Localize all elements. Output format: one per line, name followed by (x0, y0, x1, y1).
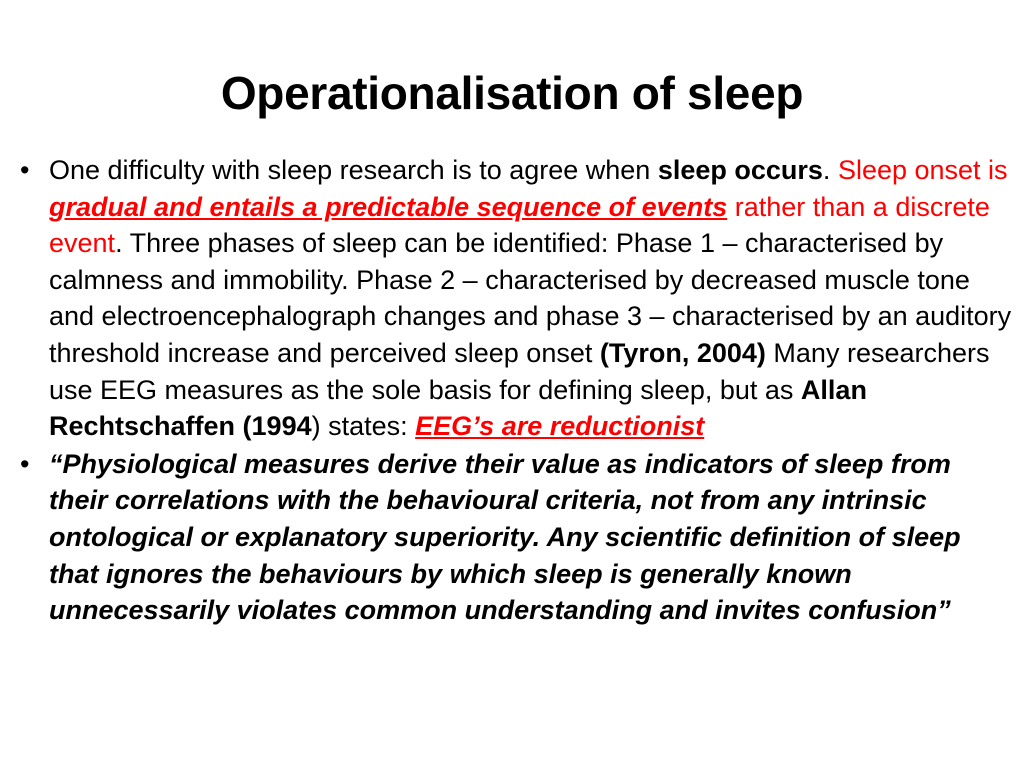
bullet-item-2 (20, 446, 1014, 629)
quote-text: “Physiological measures derive their value as indicators of sleep from their correlations with the behavioural criteria, not from any intrinsic ontological or explanatory superiority. Any scientific definition of sleep that ignores the behaviours by which sleep is generally known unnecessarily violates common understanding and invites confusion” (49, 448, 961, 626)
bullet-marker: • (20, 448, 30, 479)
text-run-states: ) states: (311, 411, 416, 442)
slide-title: Operationalisation of sleep (220, 67, 804, 119)
emphasis-eeg-reductionist: EEG’s are reductionist (415, 411, 705, 442)
text-run-eeg: Many researchers use EEG measures as the sole basis for defining sleep, but as (49, 337, 990, 405)
bullet-list (20, 152, 1014, 630)
red-text-discrete-event: rather than a discrete event (49, 191, 990, 259)
text-run: One difficulty with sleep research is to agree when (49, 155, 658, 185)
bullet-item-1 (20, 152, 1014, 445)
citation-tyron: (Tyron, 2004) (599, 337, 766, 368)
citation-rechtschaffen: Allan Rechtschaffen (1994 (49, 374, 867, 442)
text-run-phases: . Three phases of sleep can be identified: Phase 1 – characterised by calmness and immobility. Phase 2 – characterised by decreased muscle tone and electroencephalograph changes and phase 3 – characterised by an auditory threshold increase and perceived sleep onset (49, 228, 1012, 368)
red-text-sleep-onset: Sleep onset is (837, 155, 1008, 185)
bold-text-sleep-occurs: sleep occurs (657, 155, 823, 185)
emphasis-gradual-sequence: gradual and entails a predictable sequence of events (49, 191, 728, 222)
text-run: . (822, 155, 838, 185)
bullet-marker: • (20, 155, 30, 185)
